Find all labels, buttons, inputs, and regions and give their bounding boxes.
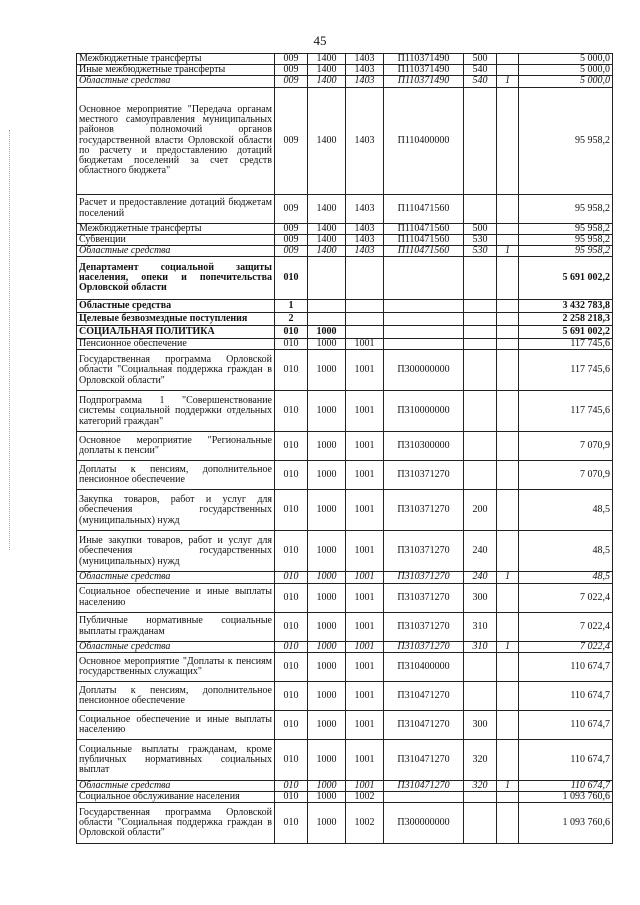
cell-admin-code: 010: [275, 652, 308, 681]
cell-subsection-code: 1403: [346, 54, 384, 65]
cell-section-code: 1000: [308, 792, 346, 803]
table-row: [77, 54, 613, 65]
cell-amount: 48,5: [519, 572, 613, 583]
cell-expense-type: [464, 257, 497, 300]
cell-name: СОЦИАЛЬНАЯ ПОЛИТИКА: [77, 326, 275, 339]
cell-amount: 110 674,7: [519, 652, 613, 681]
cell-admin-code: 010: [275, 792, 308, 803]
table-row: [77, 681, 613, 710]
cell-target-article: П310371270: [384, 612, 464, 641]
cell-source-code: 1: [497, 246, 519, 257]
cell-source-code: [497, 461, 519, 490]
cell-target-article: П110471560: [384, 246, 464, 257]
cell-section-code: 1400: [308, 234, 346, 245]
cell-admin-code: 010: [275, 326, 308, 339]
cell-target-article: П110371490: [384, 76, 464, 87]
table-row: [77, 339, 613, 350]
cell-amount: 48,5: [519, 531, 613, 572]
cell-amount: 5 000,0: [519, 76, 613, 87]
cell-section-code: [308, 313, 346, 326]
cell-section-code: 1000: [308, 391, 346, 432]
cell-subsection-code: 1001: [346, 641, 384, 652]
cell-target-article: П310371270: [384, 490, 464, 531]
cell-amount: 117 745,6: [519, 339, 613, 350]
cell-name: Государственная программа Орловской области "Социальная поддержка граждан в Орловской области": [77, 350, 275, 391]
cell-source-code: [497, 313, 519, 326]
cell-amount: 110 674,7: [519, 739, 613, 780]
cell-source-code: [497, 87, 519, 194]
cell-target-article: [384, 313, 464, 326]
cell-expense-type: 300: [464, 710, 497, 739]
table-row: [77, 531, 613, 572]
cell-subsection-code: 1001: [346, 572, 384, 583]
cell-target-article: П310000000: [384, 391, 464, 432]
table-row: [77, 710, 613, 739]
cell-expense-type: [464, 313, 497, 326]
cell-section-code: 1400: [308, 194, 346, 223]
cell-source-code: 1: [497, 572, 519, 583]
cell-source-code: [497, 531, 519, 572]
cell-target-article: П310471270: [384, 710, 464, 739]
cell-section-code: 1000: [308, 641, 346, 652]
cell-section-code: 1400: [308, 76, 346, 87]
cell-expense-type: [464, 652, 497, 681]
cell-section-code: 1000: [308, 612, 346, 641]
cell-section-code: 1000: [308, 710, 346, 739]
cell-expense-type: [464, 339, 497, 350]
cell-amount: 7 070,9: [519, 432, 613, 461]
cell-amount: 95 958,2: [519, 246, 613, 257]
cell-admin-code: 010: [275, 612, 308, 641]
cell-subsection-code: 1001: [346, 681, 384, 710]
cell-name: Основное мероприятие "Передача органам местного самоуправления муниципальных районов полномочий органов государственной власти Орловской области по расчету и предоставлению дотаций бюджетам поселений за счет средств областного бюджета": [77, 87, 275, 194]
cell-expense-type: 540: [464, 65, 497, 76]
cell-name: Публичные нормативные социальные выплаты гражданам: [77, 612, 275, 641]
cell-subsection-code: 1001: [346, 780, 384, 791]
cell-target-article: П110471560: [384, 234, 464, 245]
cell-section-code: 1400: [308, 223, 346, 234]
cell-admin-code: 009: [275, 234, 308, 245]
table-row: [77, 257, 613, 300]
cell-subsection-code: 1001: [346, 612, 384, 641]
cell-source-code: 1: [497, 76, 519, 87]
cell-target-article: П110371490: [384, 54, 464, 65]
table-row: [77, 792, 613, 803]
cell-admin-code: 010: [275, 681, 308, 710]
cell-expense-type: 300: [464, 583, 497, 612]
cell-expense-type: [464, 326, 497, 339]
cell-amount: 1 093 760,6: [519, 803, 613, 844]
cell-amount: 5 691 002,2: [519, 257, 613, 300]
cell-target-article: П310371270: [384, 572, 464, 583]
cell-subsection-code: [346, 326, 384, 339]
cell-admin-code: 010: [275, 350, 308, 391]
cell-subsection-code: [346, 257, 384, 300]
cell-subsection-code: 1002: [346, 803, 384, 844]
cell-source-code: [497, 234, 519, 245]
cell-source-code: [497, 391, 519, 432]
cell-expense-type: 320: [464, 739, 497, 780]
cell-target-article: П310400000: [384, 652, 464, 681]
cell-name: Иные закупки товаров, работ и услуг для обеспечения государственных (муниципальных) нужд: [77, 531, 275, 572]
cell-expense-type: 500: [464, 54, 497, 65]
cell-section-code: 1400: [308, 54, 346, 65]
table-row: [77, 803, 613, 844]
cell-source-code: [497, 490, 519, 531]
cell-section-code: 1000: [308, 739, 346, 780]
cell-name: Основное мероприятие "Региональные доплаты к пенсии": [77, 432, 275, 461]
cell-name: Межбюджетные трансферты: [77, 54, 275, 65]
cell-amount: 3 432 783,8: [519, 300, 613, 313]
cell-target-article: П300000000: [384, 350, 464, 391]
cell-subsection-code: 1002: [346, 792, 384, 803]
cell-subsection-code: 1403: [346, 234, 384, 245]
cell-section-code: 1400: [308, 87, 346, 194]
cell-section-code: 1000: [308, 461, 346, 490]
cell-source-code: 1: [497, 780, 519, 791]
cell-section-code: 1000: [308, 326, 346, 339]
table-row: [77, 313, 613, 326]
cell-amount: 5 000,0: [519, 65, 613, 76]
cell-source-code: [497, 223, 519, 234]
cell-name: Областные средства: [77, 246, 275, 257]
cell-expense-type: [464, 803, 497, 844]
cell-admin-code: 010: [275, 391, 308, 432]
cell-admin-code: 010: [275, 490, 308, 531]
cell-amount: 2 258 218,3: [519, 313, 613, 326]
cell-amount: 5 000,0: [519, 54, 613, 65]
cell-name: Доплаты к пенсиям, дополнительное пенсионное обеспечение: [77, 461, 275, 490]
cell-subsection-code: [346, 300, 384, 313]
cell-subsection-code: 1001: [346, 739, 384, 780]
cell-target-article: [384, 326, 464, 339]
cell-source-code: [497, 739, 519, 780]
cell-amount: 95 958,2: [519, 87, 613, 194]
cell-section-code: 1000: [308, 681, 346, 710]
table-row: [77, 461, 613, 490]
cell-admin-code: 009: [275, 223, 308, 234]
table-row: [77, 65, 613, 76]
cell-amount: 48,5: [519, 490, 613, 531]
cell-target-article: П310300000: [384, 432, 464, 461]
cell-expense-type: [464, 350, 497, 391]
cell-name: Субвенции: [77, 234, 275, 245]
cell-expense-type: [464, 432, 497, 461]
cell-name: Доплаты к пенсиям, дополнительное пенсионное обеспечение: [77, 681, 275, 710]
page-number: 45: [313, 33, 327, 48]
cell-admin-code: 009: [275, 246, 308, 257]
cell-name: Закупка товаров, работ и услуг для обеспечения государственных (муниципальных) нужд: [77, 490, 275, 531]
cell-admin-code: 010: [275, 461, 308, 490]
cell-subsection-code: 1001: [346, 461, 384, 490]
cell-subsection-code: 1001: [346, 391, 384, 432]
cell-subsection-code: 1001: [346, 490, 384, 531]
cell-source-code: [497, 339, 519, 350]
cell-name: Областные средства: [77, 572, 275, 583]
cell-source-code: [497, 803, 519, 844]
cell-section-code: [308, 300, 346, 313]
cell-target-article: [384, 257, 464, 300]
table-row: [77, 234, 613, 245]
cell-section-code: 1000: [308, 572, 346, 583]
table-row: [77, 194, 613, 223]
cell-source-code: [497, 194, 519, 223]
cell-target-article: П310371270: [384, 641, 464, 652]
cell-expense-type: 310: [464, 641, 497, 652]
cell-expense-type: [464, 792, 497, 803]
cell-subsection-code: 1001: [346, 583, 384, 612]
cell-subsection-code: 1403: [346, 76, 384, 87]
cell-admin-code: 009: [275, 54, 308, 65]
cell-subsection-code: 1001: [346, 350, 384, 391]
table-row: [77, 572, 613, 583]
cell-expense-type: 240: [464, 531, 497, 572]
cell-section-code: 1000: [308, 652, 346, 681]
cell-section-code: 1000: [308, 490, 346, 531]
cell-subsection-code: 1403: [346, 246, 384, 257]
cell-name: Государственная программа Орловской области "Социальная поддержка граждан в Орловской области": [77, 803, 275, 844]
cell-subsection-code: 1403: [346, 194, 384, 223]
cell-expense-type: 310: [464, 612, 497, 641]
cell-name: Областные средства: [77, 300, 275, 313]
cell-amount: 1 093 760,6: [519, 792, 613, 803]
cell-amount: 95 958,2: [519, 234, 613, 245]
table-row: [77, 612, 613, 641]
cell-name: Социальное обслуживание населения: [77, 792, 275, 803]
cell-expense-type: 500: [464, 223, 497, 234]
cell-expense-type: 200: [464, 490, 497, 531]
cell-name: Областные средства: [77, 76, 275, 87]
cell-admin-code: 010: [275, 739, 308, 780]
table-row: [77, 583, 613, 612]
cell-name: Социальное обеспечение и иные выплаты населению: [77, 710, 275, 739]
cell-expense-type: 540: [464, 76, 497, 87]
cell-admin-code: 009: [275, 76, 308, 87]
cell-source-code: [497, 652, 519, 681]
cell-name: Социальные выплаты гражданам, кроме публичных нормативных социальных выплат: [77, 739, 275, 780]
table-row: [77, 326, 613, 339]
margin-dotted-line: [9, 130, 10, 550]
cell-admin-code: 1: [275, 300, 308, 313]
cell-name: Иные межбюджетные трансферты: [77, 65, 275, 76]
cell-source-code: [497, 65, 519, 76]
cell-source-code: [497, 710, 519, 739]
cell-target-article: П110371490: [384, 65, 464, 76]
cell-admin-code: 010: [275, 432, 308, 461]
cell-amount: 110 674,7: [519, 710, 613, 739]
cell-target-article: [384, 300, 464, 313]
cell-admin-code: 010: [275, 572, 308, 583]
cell-target-article: П300000000: [384, 803, 464, 844]
cell-expense-type: [464, 87, 497, 194]
cell-source-code: [497, 612, 519, 641]
cell-target-article: [384, 339, 464, 350]
cell-subsection-code: 1001: [346, 710, 384, 739]
cell-amount: 110 674,7: [519, 681, 613, 710]
cell-section-code: 1000: [308, 780, 346, 791]
cell-admin-code: 010: [275, 583, 308, 612]
cell-name: Целевые безвозмездные поступления: [77, 313, 275, 326]
table-row: [77, 391, 613, 432]
table-row: [77, 246, 613, 257]
cell-section-code: 1400: [308, 246, 346, 257]
cell-amount: 7 022,4: [519, 583, 613, 612]
cell-admin-code: 2: [275, 313, 308, 326]
cell-admin-code: 010: [275, 339, 308, 350]
cell-amount: 117 745,6: [519, 350, 613, 391]
cell-target-article: П310471270: [384, 780, 464, 791]
cell-amount: 7 022,4: [519, 641, 613, 652]
cell-amount: 7 022,4: [519, 612, 613, 641]
cell-expense-type: [464, 461, 497, 490]
cell-admin-code: 009: [275, 87, 308, 194]
cell-amount: 95 958,2: [519, 223, 613, 234]
cell-admin-code: 009: [275, 194, 308, 223]
cell-source-code: [497, 681, 519, 710]
budget-table: [76, 53, 613, 844]
cell-amount: 5 691 002,2: [519, 326, 613, 339]
cell-target-article: П110471560: [384, 194, 464, 223]
table-body: [77, 54, 613, 844]
cell-subsection-code: 1001: [346, 339, 384, 350]
table-row: [77, 739, 613, 780]
cell-admin-code: 010: [275, 257, 308, 300]
cell-source-code: [497, 350, 519, 391]
cell-name: Департамент социальной защиты населения, опеки и попечительства Орловской области: [77, 257, 275, 300]
cell-expense-type: [464, 194, 497, 223]
table-row: [77, 652, 613, 681]
cell-subsection-code: 1001: [346, 531, 384, 572]
cell-admin-code: 010: [275, 710, 308, 739]
cell-name: Межбюджетные трансферты: [77, 223, 275, 234]
cell-target-article: П310371270: [384, 461, 464, 490]
cell-expense-type: 320: [464, 780, 497, 791]
cell-section-code: 1400: [308, 65, 346, 76]
cell-amount: 7 070,9: [519, 461, 613, 490]
cell-amount: 95 958,2: [519, 194, 613, 223]
cell-source-code: [497, 300, 519, 313]
cell-admin-code: 010: [275, 531, 308, 572]
cell-source-code: [497, 792, 519, 803]
cell-subsection-code: 1403: [346, 65, 384, 76]
table-row: [77, 780, 613, 791]
cell-amount: 117 745,6: [519, 391, 613, 432]
table-row: [77, 350, 613, 391]
cell-target-article: [384, 792, 464, 803]
cell-subsection-code: 1001: [346, 652, 384, 681]
table-row: [77, 641, 613, 652]
cell-target-article: П110400000: [384, 87, 464, 194]
cell-name: Пенсионное обеспечение: [77, 339, 275, 350]
cell-expense-type: 240: [464, 572, 497, 583]
cell-subsection-code: [346, 313, 384, 326]
cell-expense-type: [464, 391, 497, 432]
cell-admin-code: 009: [275, 65, 308, 76]
cell-section-code: 1000: [308, 583, 346, 612]
cell-section-code: 1000: [308, 432, 346, 461]
cell-name: Областные средства: [77, 780, 275, 791]
cell-target-article: П310371270: [384, 583, 464, 612]
cell-source-code: [497, 326, 519, 339]
cell-section-code: 1000: [308, 339, 346, 350]
cell-expense-type: [464, 681, 497, 710]
cell-section-code: 1000: [308, 350, 346, 391]
cell-expense-type: 530: [464, 246, 497, 257]
cell-name: Областные средства: [77, 641, 275, 652]
cell-admin-code: 010: [275, 780, 308, 791]
cell-name: Социальное обеспечение и иные выплаты населению: [77, 583, 275, 612]
cell-section-code: 1000: [308, 803, 346, 844]
cell-source-code: [497, 583, 519, 612]
cell-subsection-code: 1001: [346, 432, 384, 461]
cell-target-article: П310371270: [384, 531, 464, 572]
cell-section-code: [308, 257, 346, 300]
cell-subsection-code: 1403: [346, 87, 384, 194]
table-row: [77, 432, 613, 461]
table-row: [77, 490, 613, 531]
cell-name: Основное мероприятие "Доплаты к пенсиям государственных служащих": [77, 652, 275, 681]
cell-name: Подпрограмма 1 "Совершенствование системы социальной поддержки отдельных категорий граждан": [77, 391, 275, 432]
cell-subsection-code: 1403: [346, 223, 384, 234]
cell-source-code: 1: [497, 641, 519, 652]
cell-source-code: [497, 54, 519, 65]
cell-expense-type: [464, 300, 497, 313]
cell-name: Расчет и предоставление дотаций бюджетам поселений: [77, 194, 275, 223]
cell-target-article: П310471270: [384, 681, 464, 710]
cell-target-article: П110471560: [384, 223, 464, 234]
table-row: [77, 223, 613, 234]
table-row: [77, 87, 613, 194]
cell-target-article: П310471270: [384, 739, 464, 780]
cell-expense-type: 530: [464, 234, 497, 245]
cell-admin-code: 010: [275, 641, 308, 652]
cell-amount: 110 674,7: [519, 780, 613, 791]
cell-source-code: [497, 257, 519, 300]
cell-source-code: [497, 432, 519, 461]
cell-admin-code: 010: [275, 803, 308, 844]
cell-section-code: 1000: [308, 531, 346, 572]
table-row: [77, 76, 613, 87]
table-row: [77, 300, 613, 313]
